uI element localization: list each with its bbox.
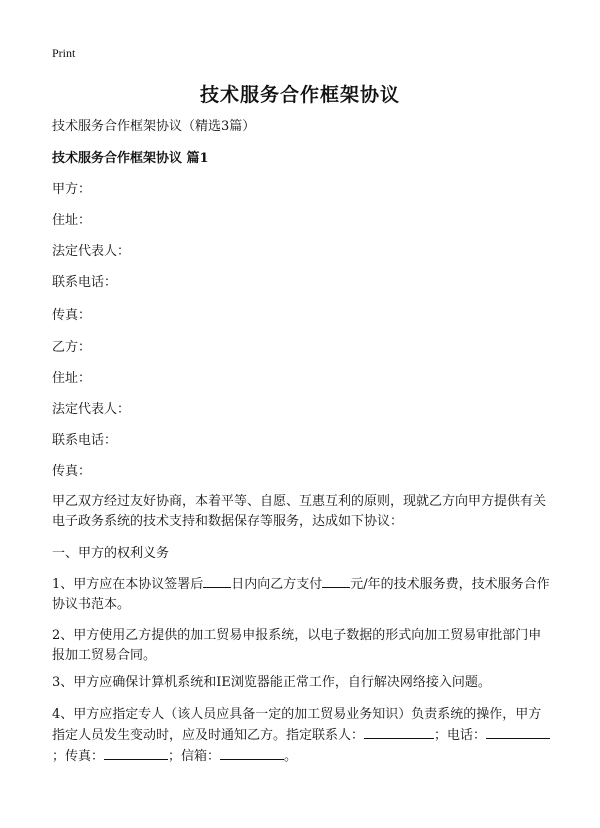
party-b-legal-rep: 法定代表人： (52, 402, 131, 417)
clause-4-text-e: 。 (284, 749, 298, 764)
fax-blank (104, 746, 168, 760)
intro-paragraph: 甲乙双方经过友好协商，本着平等、自愿、互惠互利的原则，现就乙方向甲方提供有关电子政务系统的技术支持和数据保存等服务，达成如下协议： (52, 494, 547, 529)
part1-heading: 一、甲方的权利义务 (52, 546, 170, 561)
clause-4-text-a: 4、甲方应指定专人（该人员应具备一定的加工贸易业务知识）负责系统的操作，甲方指定人员发生变动时，应及时通知乙方。指定联系人： (52, 707, 542, 743)
clause-2: 2、甲方使用乙方提供的加工贸易申报系统，以电子数据的形式向加工贸易审批部门申报加工贸易合同。 (52, 628, 542, 663)
clause-1 (52, 574, 552, 615)
contact-person-blank (364, 725, 434, 739)
party-a-fax: 传真： (52, 308, 92, 323)
party-b-phone: 联系电话： (52, 433, 118, 448)
section-heading: 技术服务合作框架协议 篇1 (52, 151, 209, 166)
party-a-label: 甲方： (52, 182, 92, 197)
document-title: 技术服务合作框架协议 (199, 84, 400, 106)
clause-3: 3、甲方应确保计算机系统和IE浏览器能正常工作，自行解决网络接入问题。 (52, 675, 491, 690)
clause-1-text-c: 元/年的技术服务费，技术服务合作协议书范本。 (52, 577, 550, 612)
clause-4-text-c: ；传真： (52, 749, 105, 764)
clause-4-text-d: ；信箱： (168, 749, 221, 764)
party-a-address: 住址： (52, 213, 92, 228)
clause-4-text-b: ；电话： (434, 728, 487, 743)
print-label: Print (52, 46, 76, 60)
clause-4 (52, 705, 552, 767)
party-b-label: 乙方： (52, 340, 92, 355)
document-subtitle: 技术服务合作框架协议（精选3篇） (52, 119, 256, 134)
email-blank (220, 746, 284, 760)
party-b-fax: 传真： (52, 464, 92, 479)
phone-blank (486, 725, 550, 739)
clause-1-text-b: 日内向乙方支付 (231, 577, 323, 592)
clause-1-text-a: 1、甲方应在本协议签署后 (52, 577, 204, 592)
party-b-address: 住址： (52, 371, 92, 386)
days-blank (203, 574, 231, 588)
party-a-legal-rep: 法定代表人： (52, 244, 131, 259)
party-a-phone: 联系电话： (52, 275, 118, 290)
fee-blank (322, 574, 350, 588)
